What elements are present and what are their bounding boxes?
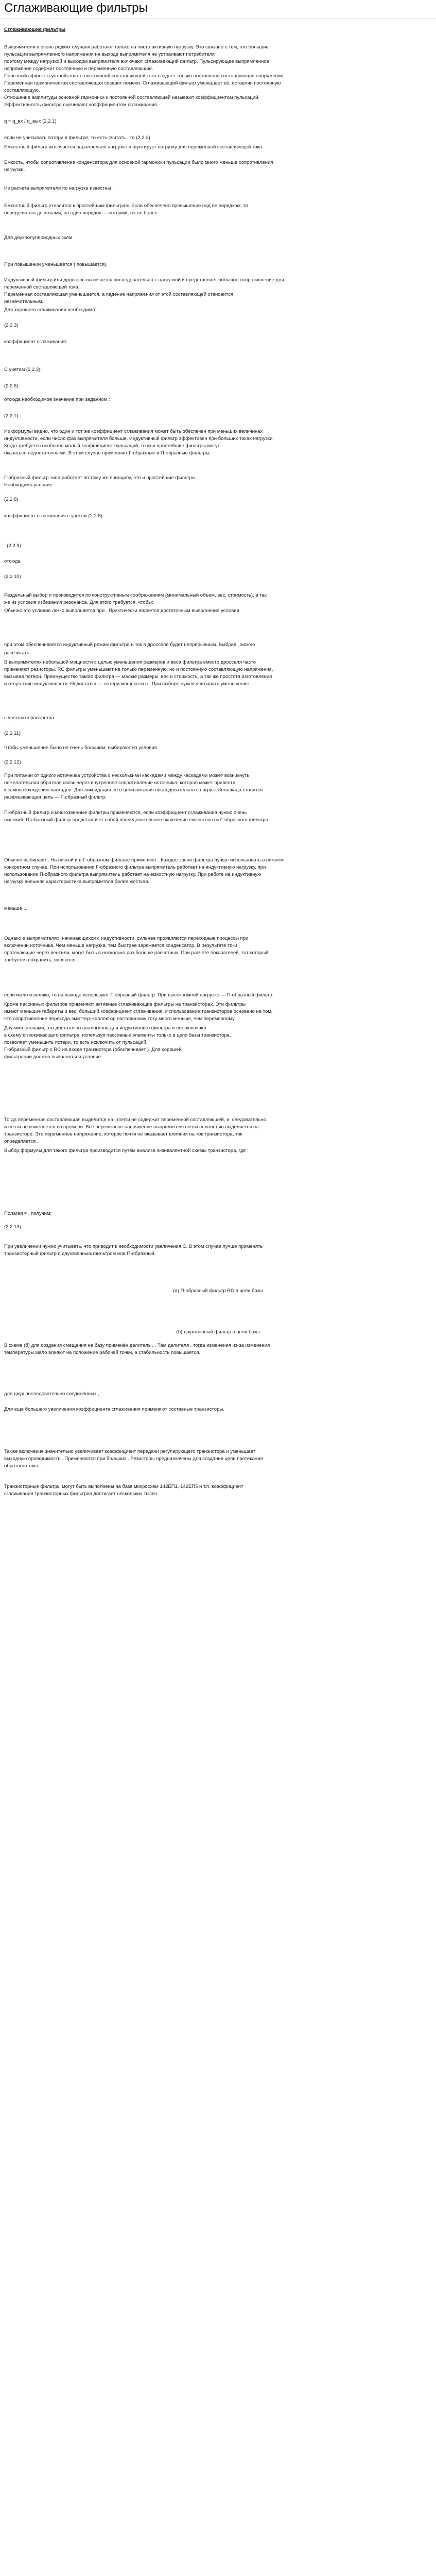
body-line: к самовозбуждению каскадов. Для ликвидации её в цепи питания последовательно с нагрузкой каскада ставится — [4, 787, 263, 793]
body-line: Полагая ≈ , получим: — [4, 1211, 52, 1216]
body-line: пульсации выпрямленного напряжения на выходе выпрямителя не устраивают потребителя — [4, 52, 215, 57]
body-line: фильтрации должно выполняться условие: — [4, 1054, 102, 1060]
body-line: При повышении уменьшается ( повышается). — [4, 262, 108, 267]
body-line: Из расчета выпрямителя по нагрузке известны . — [4, 185, 114, 191]
body-line: поэтому между нагрузкой и выходом выпрямителя включают сглаживающий фильтр. Пульсирующее выпрямленное — [4, 59, 269, 64]
equation-number: (2.2.12) — [4, 759, 21, 765]
equation-number: (2.2.8) — [4, 497, 19, 502]
body-line: при этом обеспечивается индуктивный режим фильтра и ток в дросселе будет непрерывным. Выбрав , можно — [4, 642, 255, 648]
page-title: Сглаживающие фильтры — [4, 1, 148, 15]
body-line: составляющую. — [4, 88, 40, 93]
body-line: требуется сохранить, являются . — [4, 957, 78, 963]
body-line: и почти не изменяется во времени. Все переменное напряжение выпрямителя почти полностью выделяется на — [4, 1124, 259, 1130]
body-line: Необходимо условие: — [4, 482, 54, 488]
body-line: переменной составляющей тока. — [4, 284, 80, 290]
body-line: коэффициент сглаживания: — [4, 339, 67, 345]
body-line: и отсутствие индуктивности. Недостатки — потери мощности в . При выборе нужно учитывать уменьшение — [4, 681, 250, 687]
body-line: сглаживания транзисторных фильтров достигает нескольких тысяч. — [4, 1491, 159, 1497]
figure-caption: (б) двухзвенный фильтр в цепи базы — [176, 1329, 260, 1335]
body-line: В схеме (б) для создания смещения на базу применён делитель , . Там делителя , тогда изменения из-за изменения — [4, 1343, 270, 1348]
body-line: Для двухполупериодных схем — [4, 235, 73, 241]
body-line: Чтобы уменьшение было не очень большим, выбирают из условия — [4, 745, 157, 751]
body-line: Индуктивный фильтр или дроссель включается последовательно с нагрузкой и представляет большое сопротивление для — [4, 277, 284, 283]
highlighted-line: П-образный фильтр и многозвенные фильтры применяются, если коэффициент сглаживания нужно очень — [4, 810, 247, 816]
body-line: выходную проводимость . Применяются при больших . Резисторы предназначены для создания цепи протекания — [4, 1456, 263, 1462]
body-line: если мало и велико, то на выходе используют Г-образный фильтр. При высокоомной нагрузке — П-образный фильтр. — [4, 992, 274, 998]
body-line: транзисторный фильтр с двухзвенным фильтром или П-образный. — [4, 1251, 156, 1257]
body-line: Однако в выпрямителях, начинающихся с индуктивности, сильнее проявляются переходные процессы при — [4, 936, 249, 941]
body-line: определяется десятками, на один порядок — сотнями, на не более. — [4, 210, 159, 216]
body-line: включении источника. Чем меньше нагрузка, тем быстрее заряжается конденсатор. В результате токи, — [4, 943, 239, 948]
body-line: Тогда переменная составляющая выделится на , почти не содержит переменной составляющей, и, следовательно, — [4, 1117, 268, 1123]
body-line: коэффициент сглаживания с учетом (2.2.8): — [4, 513, 104, 519]
equation-number: (2.2.7) — [4, 413, 19, 419]
body-line: конкретном случае. При использовании Г-образного фильтра выпрямитель работает на индуктивную нагрузку, при — [4, 865, 266, 870]
body-line: вызывая потери. Преимущество такого фильтра — малые размеры, вес и стоимость, а так же простота изготовления — [4, 674, 272, 680]
body-line: отсюда необходимое значение при заданном : — [4, 397, 110, 402]
body-line: Эффективность фильтра оценивают коэффициентом сглаживания. — [4, 102, 159, 108]
body-line: если не учитывать потери в фильтре, то есть считать , то (2.2.2) — [4, 135, 150, 141]
body-line: имеют меньшие габариты и вес, больший коэффициент сглаживания. Использование транзисторов основано на том, — [4, 1009, 273, 1014]
highlighted-line: Г-образный фильтр с RC на входе транзистора (обеспечивает ). Для хорошей — [4, 1047, 182, 1053]
body-line: Емкостный фильтр относится к простейшим фильтрам. Если обеспечено превышение над ее порядком, то — [4, 203, 248, 209]
body-line: нагрузку внешняя характеристика выпрямителя более жесткая. — [4, 879, 150, 885]
equation-number: (2.2.11) — [4, 731, 21, 736]
formula-line: q = q_вх / q_вых (2.2.1) — [4, 118, 57, 124]
body-line: определяется . — [4, 1139, 39, 1144]
body-line: Отношение амплитуды основной гармоники к постоянной составляющей называют коэффициентом пульсаций. — [4, 95, 260, 100]
body-line: нагрузки. — [4, 167, 25, 173]
equation-number: (2.2.13) — [4, 1224, 21, 1230]
body-line: При питании от одного источника устройства с несколькими каскадами между каскадами может возникнуть — [4, 773, 250, 778]
body-line: незначительным. — [4, 299, 44, 304]
body-line: меньше ... — [4, 906, 28, 911]
body-line: Для еще большего увеличения коэффициента сглаживания применяют составные транзисторы. — [4, 1406, 224, 1412]
body-line: что сопротивление перехода эмиттер–коллектор постоянному току много меньше, чем переменному. — [4, 1016, 236, 1022]
body-line: Также включение значительно увеличивает коэффициент передачи регулирующего транзистора и уменьшает — [4, 1449, 256, 1454]
body-line: Выбор формулы для такого фильтра производится путём анализа эквивалентной схемы транзистора, где : — [4, 1148, 249, 1154]
body-line: протекающие через вентили, могут быть в несколько раз больше расчетных. При расчете показателей, тот который — [4, 950, 269, 956]
body-line: Выпрямители в очень редких случаях работают только на чисто активную нагрузку. Это связано с тем, что большие — [4, 44, 269, 50]
body-line: Г-образный фильтр типа работает по тому же принципу, что и простейшие фильтры. — [4, 475, 197, 481]
body-line: индуктивности, если число фаз выпрямителя больше. Индуктивный фильтр эффективен при больших токах нагрузки. — [4, 436, 274, 442]
body-line: Обычно выбирают . На низкой и в Г-образном фильтре применяют . Каждое звено фильтра лучше использовать в нижнем — [4, 857, 284, 863]
body-line: Обычно это условие легко выполняется при . Практически является достаточным выполнение условия — [4, 608, 239, 614]
body-line: Для хорошего сглаживания необходимо: — [4, 307, 97, 313]
body-line: в схему сглаживающего фильтра, используя пассивные элементы только в цепи базы транзистора. — [4, 1032, 231, 1038]
body-line: же из условия избежания резонанса. Для этого требуется, чтобы: — [4, 600, 153, 605]
equation-number: (2.2.3) — [4, 323, 19, 328]
body-line: напряжение содержит постоянную и переменную составляющие. — [4, 66, 153, 72]
equation-number: (2.2.10) — [4, 574, 21, 580]
body-line: Переменная составляющая уменьшается, а падение напряжения от этой составляющей становится — [4, 292, 234, 297]
body-line: Раздельный выбор и производится по конструктивным соображениям (минимальный объем, вес, стоимость), а так — [4, 592, 267, 598]
body-line: В выпрямителях небольшой мощности с целью уменьшения размеров и веса фильтра вместо дросселя часто — [4, 659, 256, 665]
body-line: Переменная гармоническая составляющая создает помехи. Сглаживающий фильтр уменьшает её, оставляя постоянную — [4, 80, 281, 86]
body-line: При увеличении нужно учитывать, что приводит к необходимости увеличения C. В этом случае лучше применять — [4, 1244, 263, 1249]
equation-number: (2.2.6) — [4, 383, 19, 389]
body-line: Из формулы видно, что один и тот же коэффициент сглаживания может быть обеспечен при меньших величинах — [4, 429, 263, 434]
body-line: рассчитать . — [4, 650, 32, 656]
body-line: С учетом (2.2.3): — [4, 367, 42, 372]
body-line: высокий. П-образный фильтр представляет собой последовательное включение емкостного и Г-образного фильтра. — [4, 817, 270, 823]
equation-number: , (2.2.9) — [4, 543, 21, 549]
body-line: оказаться недостаточными. В этом случае применяют Г-образные и П-образные фильтры. — [4, 450, 211, 456]
body-line: отсюда — [4, 558, 21, 564]
body-line: температуры мало влияют на положение рабочей точки, а стабильность повышается. — [4, 1350, 201, 1355]
body-line: применяют резисторы. RC фильтры уменьшают не только переменную, но и постоянную составляющую напряжения, — [4, 667, 273, 672]
figure-caption: (а) П-образный фильтр RC в цепи базы — [173, 1288, 263, 1294]
highlighted-line: Кроме пассивных фильтров применяют активные сглаживающие фильтры на транзисторах. Эти фильтры — [4, 1002, 246, 1007]
body-line: развязывающая цепь — Г-образный фильтр. — [4, 794, 107, 800]
body-line: транзисторе. Это переменное напряжение, которое почти не оказывает влияния на ток транзистора, ток — [4, 1131, 242, 1137]
body-line: Емкость, чтобы сопротивление конденсатора для основной гармоники пульсации было много меньше сопротивления — [4, 160, 273, 165]
body-line: обратного тока . — [4, 1463, 41, 1469]
body-line: Транзисторные фильтры могут быть выполнены на базе микросхем 142ЕП1, 142ЕП5 и т.п. коэффициент — [4, 1484, 243, 1489]
body-line: позволяет уменьшить потери, то есть исключить от пульсаций. — [4, 1040, 148, 1045]
body-line: использовании П-образного фильтра выпрямитель работает на емкостную нагрузку. При работе на индуктивную — [4, 872, 261, 877]
body-line: с учетом неравенства — [4, 715, 54, 721]
body-line: нежелательная обратная связь через внутреннее сопротивление источника, которая может привести — [4, 780, 235, 786]
section-heading: Сглаживающие фильтры — [4, 27, 66, 32]
body-line: Когда требуется особенно малый коэффициент пульсаций, то или простейшие фильтры могут — [4, 443, 220, 449]
body-line: Другими словами, это достаточно аналогично для индуктивного фильтра и его включают — [4, 1025, 207, 1031]
body-line: Емкостный фильтр включается параллельно нагрузке и шунтирует нагрузку для переменной составляющей тока. — [4, 144, 264, 150]
body-line: для двух последовательно соединённых , : — [4, 1391, 102, 1397]
body-line: Полезный эффект в устройствах с постоянной составляющей тока создает только постоянная составляющая напряжения. — [4, 73, 285, 79]
